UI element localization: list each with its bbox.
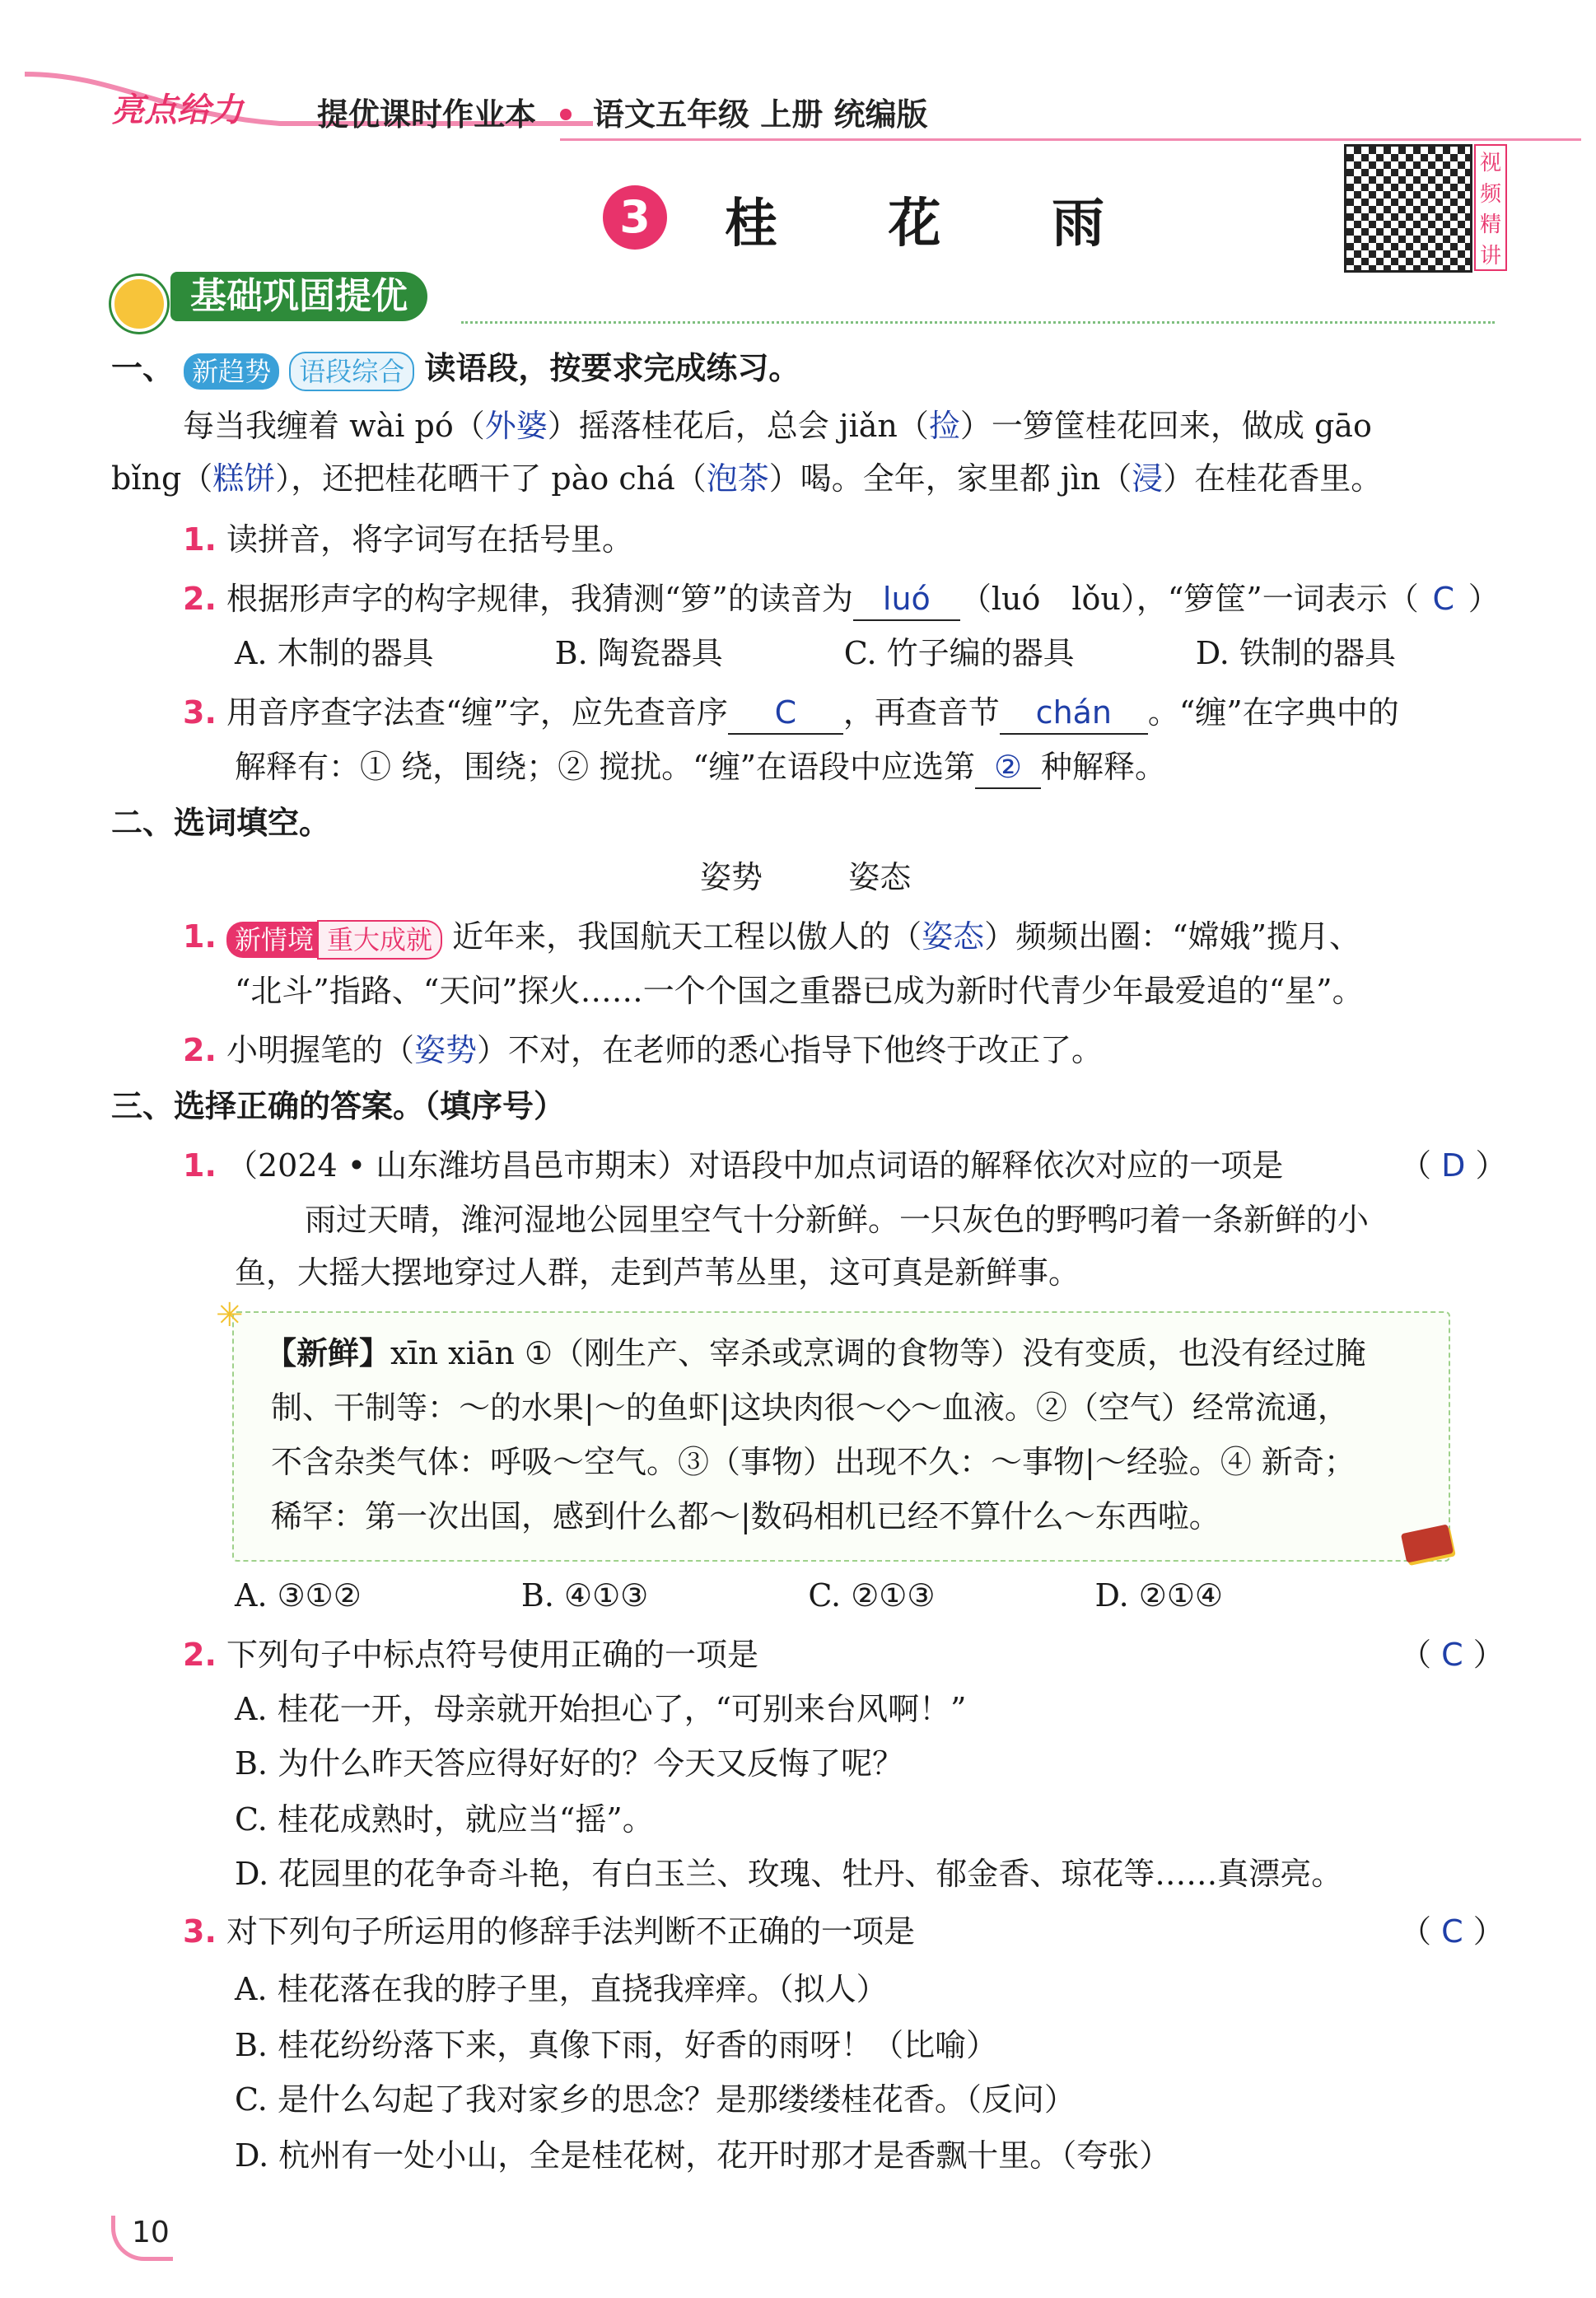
question-text: ）频频出圈：“嫦娥”揽月、 bbox=[984, 918, 1360, 955]
p2-q1-line2: “北斗”指路、“天问”探火……一个个国之重器已成为新时代青少年最爱追的“星”。 bbox=[235, 973, 1364, 1009]
qr-side-label bbox=[1474, 144, 1507, 271]
question-number: 2. bbox=[183, 1032, 217, 1068]
dict-line-4: 稀罕：第一次出国，感到什么都～|数码相机已经不算什么～东西啦。 bbox=[271, 1498, 1220, 1534]
banner-emblem-icon bbox=[111, 276, 167, 332]
option: B. 为什么昨天答应得好好的？今天又反悔了呢？ bbox=[235, 1745, 904, 1782]
question-number: 1. bbox=[183, 1147, 217, 1184]
answer-choice[interactable]: D bbox=[1441, 1147, 1466, 1184]
text: ），还把桂花晒干了 pào chá（ bbox=[275, 460, 707, 497]
p1-question-2 bbox=[183, 578, 1500, 621]
question-number: 3. bbox=[183, 1913, 217, 1950]
part1-heading: 一、 bbox=[111, 350, 175, 386]
header-dot bbox=[560, 109, 572, 120]
p3-q1-para2: 鱼，大摇大摆地穿过人群，走到芦苇丛里，这可真是新鲜事。 bbox=[235, 1254, 1080, 1291]
tag-achievement: 重大成就 bbox=[317, 920, 442, 960]
paragraph-line-1 bbox=[183, 405, 1372, 446]
p1-question-1 bbox=[183, 519, 633, 560]
word-bank bbox=[700, 857, 911, 898]
book-icon bbox=[1401, 1524, 1454, 1562]
text: ）一箩筐桂花回来，做成 gāo bbox=[959, 408, 1372, 444]
answer-choice[interactable]: C bbox=[1441, 1913, 1463, 1950]
option: B. 桂花纷纷落下来，真像下雨，好香的雨呀！（比喻） bbox=[235, 2027, 998, 2063]
answer-blank[interactable]: ② bbox=[975, 746, 1041, 789]
option: D. 花园里的花争奇斗艳，有白玉兰、玫瑰、牡丹、郁金香、琼花等……真漂亮。 bbox=[235, 1856, 1343, 1892]
option: C. ②①③ bbox=[808, 1577, 936, 1614]
part1-instruction: 读语段，按要求完成练习。 bbox=[424, 350, 800, 386]
option: C. 竹子编的器具 bbox=[843, 635, 1075, 671]
p3-q3-answer-paren: （ C ） bbox=[1400, 1913, 1505, 1950]
part2-heading: 二、选词填空。 bbox=[111, 805, 331, 841]
option: B. ④①③ bbox=[520, 1577, 649, 1614]
option: A. 木制的器具 bbox=[235, 635, 434, 671]
answer-text: 泡茶 bbox=[706, 460, 769, 497]
question-number: 1. bbox=[183, 521, 217, 558]
header bbox=[16, 58, 1581, 148]
answer-blank[interactable]: luó bbox=[853, 578, 960, 621]
qr-code[interactable] bbox=[1344, 144, 1472, 273]
p3-q2-answer-paren: （ C ） bbox=[1400, 1637, 1505, 1673]
question-text: 近年来，我国航天工程以傲人的（ bbox=[452, 918, 922, 955]
dict-line-1 bbox=[265, 1333, 1366, 1374]
answer-text[interactable]: 姿势 bbox=[414, 1032, 478, 1068]
page-number: 10 bbox=[132, 2216, 170, 2249]
text: ）喝。全年，家里都 jìn（ bbox=[768, 460, 1132, 497]
tag-paragraph: 语段综合 bbox=[289, 352, 414, 391]
brand-logo: 亮点给力 bbox=[111, 91, 243, 129]
p3-question-3 bbox=[183, 1911, 915, 1952]
question-text: （luó lǒu），“箩筐”一词表示（ bbox=[959, 581, 1419, 617]
question-text: ） bbox=[1468, 581, 1500, 617]
question-text: 读拼音，将字词写在括号里。 bbox=[226, 521, 633, 558]
question-text: 解释有：① 绕，围绕；② 搅扰。“缠”在语段中应选第 bbox=[235, 749, 976, 785]
sparkle-icon: ✳ bbox=[216, 1296, 244, 1334]
p3-q1-para1: 雨过天晴，潍河湿地公园里空气十分新鲜。一只灰色的野鸭叼着一条新鲜的小 bbox=[305, 1202, 1370, 1238]
option: A. 桂花落在我的脖子里，直挠我痒痒。（拟人） bbox=[235, 1971, 888, 2007]
answer-text: 捡 bbox=[928, 408, 960, 444]
option: C. 桂花成熟时，就应当“摇”。 bbox=[235, 1801, 654, 1838]
question-text: 对下列句子所运用的修辞手法判断不正确的一项是 bbox=[226, 1913, 915, 1950]
paragraph-line-2 bbox=[111, 458, 1382, 499]
lesson-title: 桂 花 雨 bbox=[725, 194, 1130, 255]
question-text: 根据形声字的构字规律，我猜测“箩”的读音为 bbox=[226, 581, 853, 617]
text: ）在桂花香里。 bbox=[1163, 460, 1383, 497]
text: ）摇落桂花后，总会 jiǎn（ bbox=[547, 408, 929, 444]
qr-side-char: 频 bbox=[1479, 181, 1501, 207]
option: D. 铁制的器具 bbox=[1195, 635, 1396, 671]
question-number: 2. bbox=[183, 581, 217, 617]
p1-q3-line2 bbox=[235, 746, 1166, 789]
tag-new-context: 新情境 bbox=[226, 922, 317, 958]
question-number: 2. bbox=[183, 1637, 217, 1673]
p2-question-1 bbox=[183, 916, 1360, 960]
word: 姿态 bbox=[848, 859, 912, 895]
option: C. 是什么勾起了我对家乡的思念？是那缕缕桂花香。（反问） bbox=[235, 2081, 1076, 2118]
question-text: 。“缠”在字典中的 bbox=[1147, 694, 1399, 731]
text: 每当我缠着 wài pó（ bbox=[183, 408, 485, 444]
banner-dotted-rule bbox=[461, 321, 1495, 324]
answer-text: 浸 bbox=[1132, 460, 1164, 497]
subject-label: 语文五年级 上册 统编版 bbox=[593, 96, 928, 133]
tag-new-trend: 新趋势 bbox=[184, 353, 279, 390]
p3-q1-answer-paren: （ D ） bbox=[1400, 1147, 1507, 1184]
answer-choice[interactable]: C bbox=[1441, 1637, 1463, 1673]
question-number: 3. bbox=[183, 694, 217, 731]
question-text: ，再查音节 bbox=[842, 694, 1000, 731]
question-text: 小明握笔的（ bbox=[226, 1032, 414, 1068]
dict-line-2: 制、干制等：～的水果|～的鱼虾|这块肉很～◇～血液。②（空气）经常流通， bbox=[271, 1390, 1349, 1426]
header-rule bbox=[560, 138, 1581, 141]
p3-question-1 bbox=[183, 1145, 1283, 1186]
question-text: 种解释。 bbox=[1041, 749, 1167, 785]
dict-head: 【新鲜】 bbox=[265, 1335, 391, 1371]
answer-choice[interactable]: C bbox=[1432, 581, 1454, 617]
answer-blank[interactable]: chán bbox=[1000, 692, 1148, 735]
p3-question-2 bbox=[183, 1634, 758, 1675]
word: 姿势 bbox=[700, 859, 763, 895]
option: A. ③①② bbox=[235, 1577, 362, 1614]
answer-text[interactable]: 姿态 bbox=[922, 918, 985, 955]
p1-question-3 bbox=[183, 692, 1399, 735]
part1-heading-line bbox=[111, 348, 800, 391]
lesson-number: 3 bbox=[619, 191, 651, 243]
answer-text: 糕饼 bbox=[212, 460, 276, 497]
qr-side-char: 精 bbox=[1479, 213, 1501, 238]
option: B. 陶瓷器具 bbox=[554, 635, 723, 671]
section-banner-title: 基础巩固提优 bbox=[170, 272, 427, 321]
answer-text: 外婆 bbox=[484, 408, 548, 444]
dictionary-box bbox=[216, 1296, 1450, 1562]
answer-blank[interactable]: C bbox=[728, 692, 843, 735]
part3-heading: 三、选择正确的答案。（填序号） bbox=[111, 1088, 566, 1124]
option: D. ②①④ bbox=[1094, 1577, 1223, 1614]
question-text: ）不对，在老师的悉心指导下他终于改正了。 bbox=[477, 1032, 1104, 1068]
qr-side-char: 视 bbox=[1479, 151, 1501, 176]
p1-q2-options bbox=[235, 633, 1495, 674]
series-name: 提优课时作业本 bbox=[317, 96, 537, 133]
question-text: （2024 • 山东潍坊昌邑市期末）对语段中加点词语的解释依次对应的一项是 bbox=[226, 1147, 1284, 1184]
option: A. 桂花一开，母亲就开始担心了，“可别来台风啊！” bbox=[235, 1691, 967, 1727]
qr-side-char: 讲 bbox=[1479, 243, 1501, 269]
p3-q1-options bbox=[235, 1575, 1223, 1616]
question-text: 用音序查字法查“缠”字，应先查音序 bbox=[226, 694, 728, 731]
dict-line-3: 不含杂类气体：呼吸～空气。③（事物）出现不久：～事物|～经验。④ 新奇； bbox=[271, 1444, 1356, 1480]
question-text: 下列句子中标点符号使用正确的一项是 bbox=[226, 1637, 758, 1673]
dict-text: xīn xiān ①（刚生产、宰杀或烹调的食物等）没有变质，也没有经过腌 bbox=[390, 1335, 1367, 1371]
question-number: 1. bbox=[183, 918, 217, 955]
lesson-number-badge bbox=[603, 185, 667, 250]
text: bǐng（ bbox=[111, 460, 213, 497]
option: D. 杭州有一处小山，全是桂花树，花开时那才是香飘十里。（夸张） bbox=[235, 2137, 1171, 2174]
p2-question-2 bbox=[183, 1030, 1103, 1071]
